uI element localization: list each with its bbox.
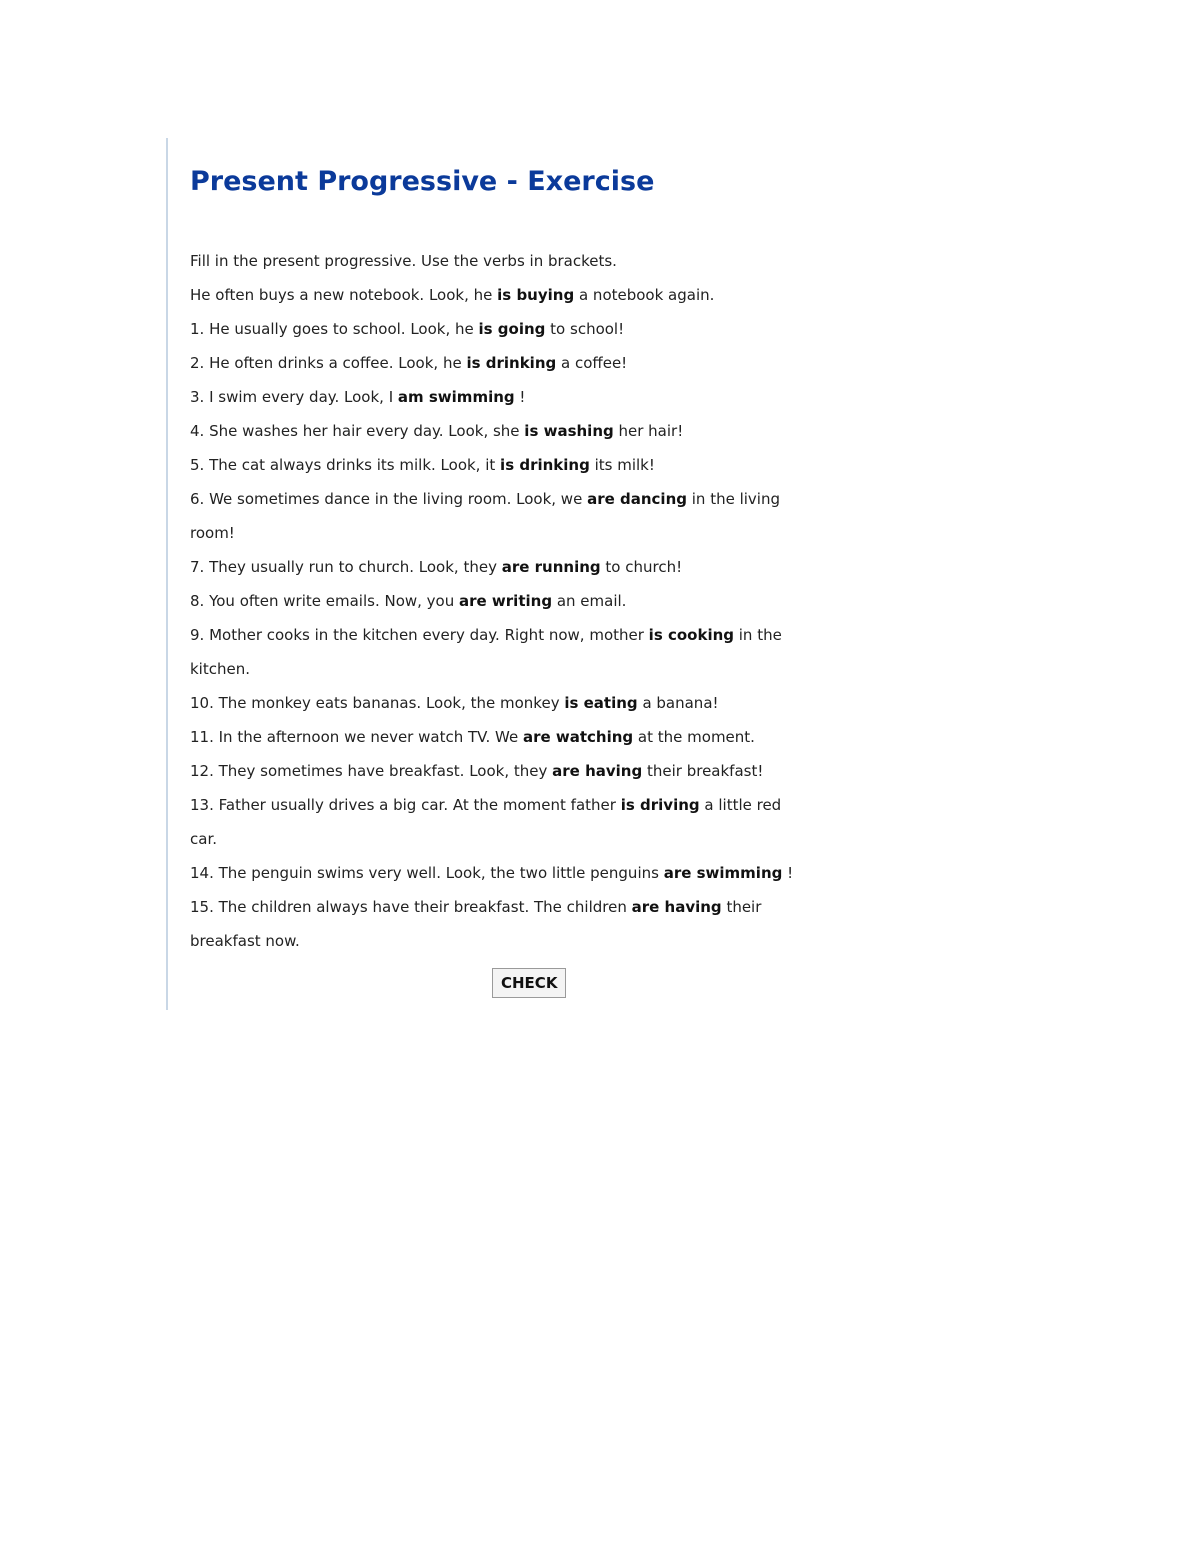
sentence-text: 1. He usually goes to school. Look, he xyxy=(190,320,479,338)
answer-text: am swimming xyxy=(397,388,515,406)
sentence-text: 6. We sometimes dance in the living room. Look, we xyxy=(190,490,588,508)
sentence-ending: in the xyxy=(734,626,782,644)
exercise-line xyxy=(190,618,870,652)
sentence-text: 11. In the afternoon we never watch TV. We xyxy=(190,728,523,746)
sentence-text: breakfast now. xyxy=(190,932,300,950)
answer-text: are running xyxy=(501,558,601,576)
sentence-ending: in the living xyxy=(686,490,780,508)
exercise-line xyxy=(190,312,870,346)
exercise-line xyxy=(190,652,870,686)
sentence-ending: a coffee! xyxy=(556,354,628,372)
sentence-text: kitchen. xyxy=(190,660,250,678)
exercise-line xyxy=(190,754,870,788)
exercise-line xyxy=(190,380,870,414)
sentence-text: car. xyxy=(190,830,217,848)
sentence-ending: her hair! xyxy=(613,422,684,440)
exercise-line xyxy=(190,584,870,618)
exercise-lines xyxy=(190,244,870,958)
sentence-text: room! xyxy=(190,524,235,542)
sentence-text: 5. The cat always drinks its milk. Look, it xyxy=(190,456,501,474)
exercise-line xyxy=(190,448,870,482)
exercise-line xyxy=(190,414,870,448)
sentence-text: 8. You often write emails. Now, you xyxy=(190,592,460,610)
check-button-wrapper xyxy=(492,968,566,998)
page-title: Present Progressive - Exercise xyxy=(190,166,655,197)
answer-text: are writing xyxy=(459,592,553,610)
exercise-line xyxy=(190,924,870,958)
answer-text: is drinking xyxy=(500,456,590,474)
answer-text: is buying xyxy=(497,286,575,304)
answer-text: is going xyxy=(478,320,546,338)
left-divider xyxy=(166,138,168,1010)
exercise-line xyxy=(190,346,870,380)
sentence-ending: at the moment. xyxy=(633,728,755,746)
exercise-line xyxy=(190,788,870,822)
answer-text: is driving xyxy=(620,796,700,814)
exercise-line xyxy=(190,278,870,312)
sentence-text: 13. Father usually drives a big car. At the moment father xyxy=(190,796,621,814)
answer-text: is cooking xyxy=(648,626,734,644)
exercise-line xyxy=(190,890,870,924)
answer-text: are having xyxy=(552,762,643,780)
sentence-text: 15. The children always have their breakfast. The children xyxy=(190,898,632,916)
sentence-ending: to school! xyxy=(545,320,625,338)
sentence-ending: its milk! xyxy=(589,456,655,474)
sentence-text: Fill in the present progressive. Use the verbs in brackets. xyxy=(190,252,617,270)
sentence-text: 9. Mother cooks in the kitchen every day. Right now, mother xyxy=(190,626,649,644)
sentence-text: 4. She washes her hair every day. Look, she xyxy=(190,422,525,440)
sentence-text: He often buys a new notebook. Look, he xyxy=(190,286,498,304)
sentence-text: 12. They sometimes have breakfast. Look, they xyxy=(190,762,553,780)
exercise-line xyxy=(190,550,870,584)
exercise-line xyxy=(190,482,870,516)
sentence-ending: a notebook again. xyxy=(574,286,715,304)
sentence-ending: ! xyxy=(514,388,526,406)
check-button[interactable]: CHECK xyxy=(492,968,566,998)
sentence-ending: their breakfast! xyxy=(642,762,764,780)
exercise-line xyxy=(190,244,870,278)
sentence-ending: their xyxy=(721,898,762,916)
sentence-text: 3. I swim every day. Look, I xyxy=(190,388,398,406)
answer-text: are watching xyxy=(522,728,634,746)
sentence-text: 10. The monkey eats bananas. Look, the monkey xyxy=(190,694,565,712)
sentence-ending: an email. xyxy=(552,592,627,610)
sentence-ending: a banana! xyxy=(637,694,719,712)
sentence-text: 7. They usually run to church. Look, they xyxy=(190,558,502,576)
answer-text: are swimming xyxy=(663,864,783,882)
answer-text: is drinking xyxy=(466,354,557,372)
answer-text: are having xyxy=(631,898,722,916)
sentence-text: 14. The penguin swims very well. Look, the two little penguins xyxy=(190,864,664,882)
exercise-content xyxy=(190,160,870,958)
exercise-line xyxy=(190,516,870,550)
exercise-line xyxy=(190,720,870,754)
sentence-text: 2. He often drinks a coffee. Look, he xyxy=(190,354,467,372)
sentence-ending: to church! xyxy=(600,558,683,576)
exercise-line xyxy=(190,822,870,856)
answer-text: are dancing xyxy=(587,490,687,508)
answer-text: is washing xyxy=(524,422,614,440)
exercise-line xyxy=(190,686,870,720)
exercise-line xyxy=(190,856,870,890)
sentence-ending: ! xyxy=(782,864,794,882)
answer-text: is eating xyxy=(564,694,638,712)
sentence-ending: a little red xyxy=(699,796,782,814)
